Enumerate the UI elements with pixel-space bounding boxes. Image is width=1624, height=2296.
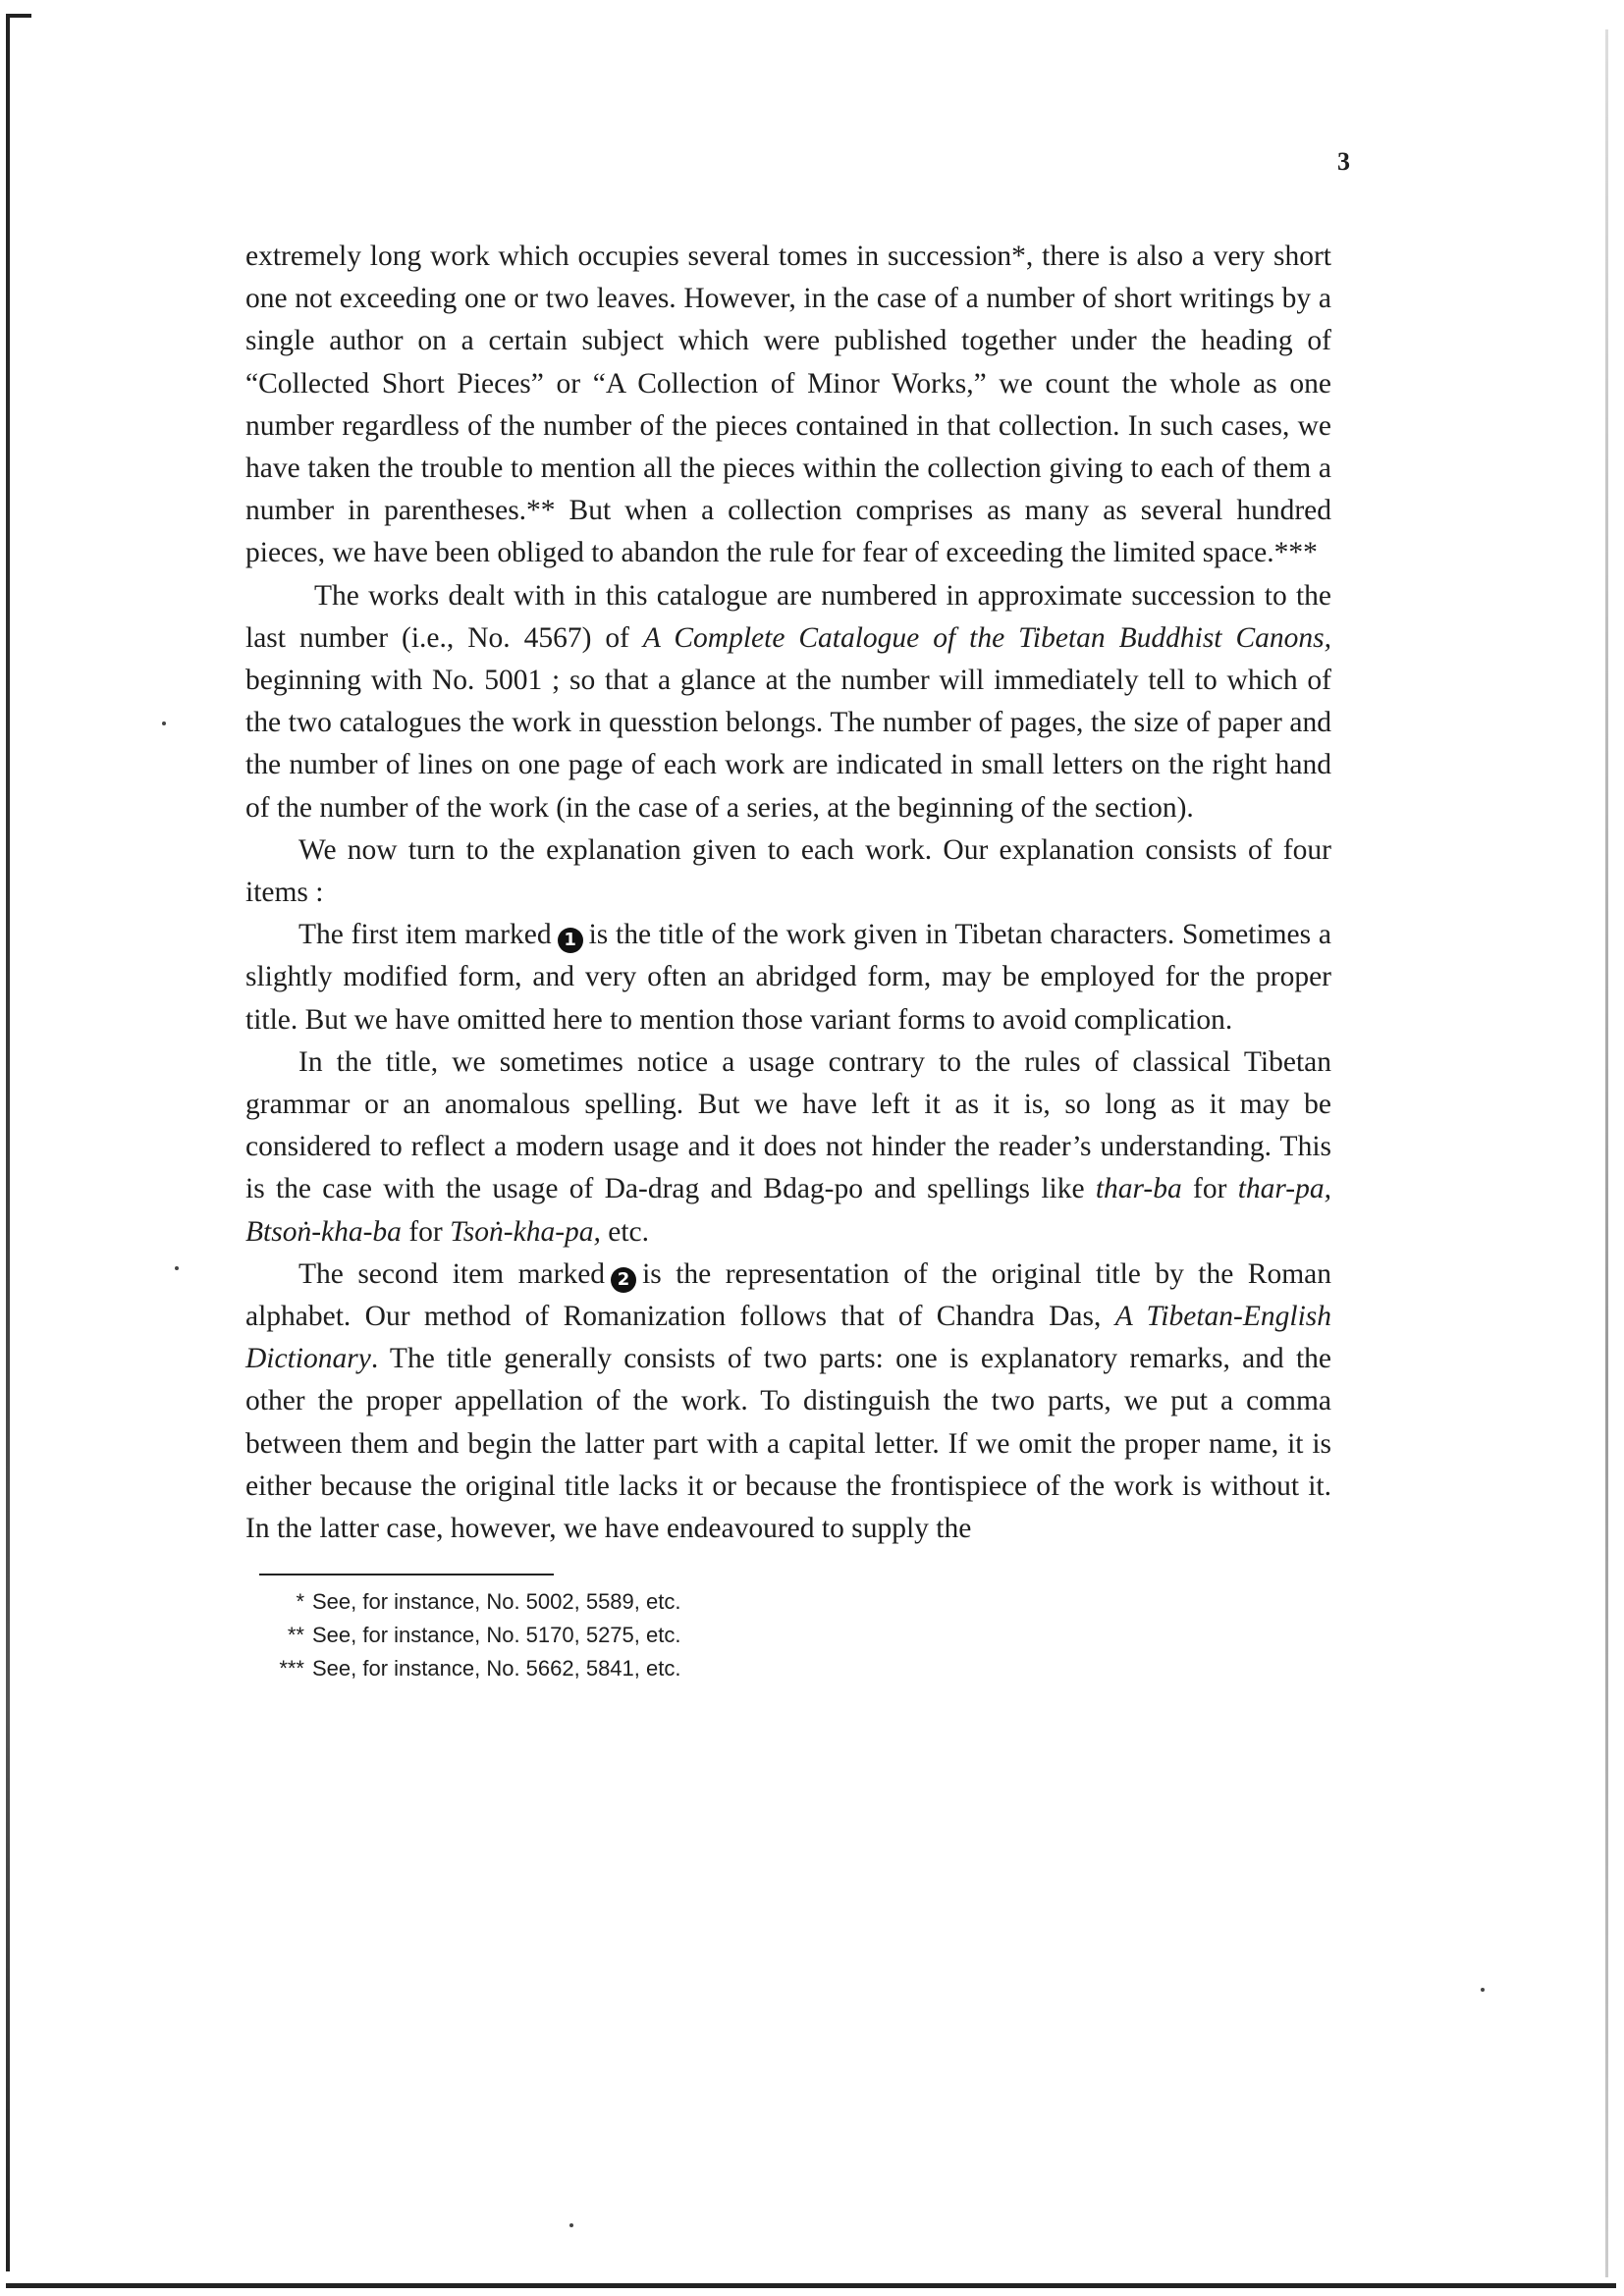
paragraph-text: The first item marked xyxy=(298,919,552,951)
paragraph-4 xyxy=(245,914,1331,1041)
scan-right-edge xyxy=(1605,29,1608,2277)
paragraph-1 xyxy=(245,236,1331,575)
footnote xyxy=(245,1619,1331,1652)
paragraph-text: The second item marked xyxy=(298,1257,606,1290)
item-marker-2-icon: 2 xyxy=(611,1267,636,1293)
scan-bottom-edge xyxy=(6,2283,1616,2288)
footnote-text: See, for instance, No. 5170, 5275, etc. xyxy=(312,1623,681,1648)
paragraph-text: is the title of the work given in Tibetan characters. Sometimes a slightly modified form, and very often an abridged form, may be employed for the proper title. But we have omitted here to mention those variant forms to avoid complication. xyxy=(245,919,1331,1036)
paragraph-5 xyxy=(245,1041,1331,1254)
footnote-mark: ** xyxy=(287,1623,304,1648)
footnote-divider xyxy=(259,1574,554,1575)
paragraph-text: The works dealt with in this catalogue are numbered in approximate succession to the last number (i.e., No. 4567) of xyxy=(245,579,1331,654)
paragraph-text: We now turn to the explanation given to each work. Our explanation consists of four items : xyxy=(245,833,1331,909)
footnote-text: See, for instance, No. 5662, 5841, etc. xyxy=(312,1656,681,1682)
footnote-text: See, for instance, No. 5002, 5589, etc. xyxy=(312,1589,681,1615)
italic-term: thar-pa, Btsoṅ-kha-ba xyxy=(245,1173,1331,1248)
paragraph-text: is the representation of the original title by the Roman alphabet. Our method of Romanization follows that of Chandra Das, xyxy=(245,1257,1332,1333)
scan-speck xyxy=(162,721,166,725)
scan-speck xyxy=(175,1266,179,1270)
footnote-mark: *** xyxy=(279,1656,304,1682)
scan-speck xyxy=(1481,1988,1485,1992)
item-marker-1-icon: 1 xyxy=(558,928,583,953)
paragraph-6 xyxy=(245,1254,1331,1550)
italic-term: Tsoṅ-kha-pa, xyxy=(450,1215,601,1248)
italic-term: thar-ba xyxy=(1095,1173,1182,1205)
footnote xyxy=(245,1652,1331,1685)
italic-title: A Complete Catalogue of the Tibetan Buddhist Canons, xyxy=(642,621,1331,654)
paragraph-2 xyxy=(245,575,1331,829)
footnotes xyxy=(245,1585,1331,1685)
page-number: 3 xyxy=(1337,147,1350,176)
italic-title: A Tibetan-English Dictionary xyxy=(245,1301,1331,1375)
paragraph-text: beginning with No. 5001 ; so that a glance at the number will immediately tell to which of the two catalogues the work in quesstion belongs. The number of pages, the size of paper and the number of lines on one page of each work are indicated in small letters on the right hand of the number of the work (in the case of a series, at the beginning of the section). xyxy=(245,665,1331,824)
paragraph-text: extremely long work which occupies several tomes in succession*, there is also a very short one not exceeding one or two leaves. However, in the case of a number of short writings by a single author on a certain subject which were published together under the heading of “Collected Short Pieces” or “A Collection of Minor Works,” we count the whole as one number regardless of the number of the pieces contained in that collection. In such cases, we have taken the trouble to mention all the pieces within the collection giving to each of them a number in parentheses.** But when a collection comprises as many as several hundred pieces, we have been obliged to abandon the rule for fear of exceeding the limited space.*** xyxy=(245,240,1331,569)
scan-left-edge xyxy=(6,14,10,2271)
paragraph-3 xyxy=(245,829,1331,914)
scan-speck xyxy=(569,2223,573,2227)
paragraph-text: . The title generally consists of two parts: one is explanatory remarks, and the other the proper appellation of the work. To distinguish the two parts, we put a comma between them and begin the latter part with a capital letter. If we omit the proper name, it is either because the original title lacks it or because the frontispiece of the work is without it. In the latter case, however, we have endeavoured to supply the xyxy=(245,1343,1331,1545)
paragraph-text: for xyxy=(1181,1173,1238,1205)
footnote xyxy=(245,1585,1331,1619)
paragraph-text: In the title, we sometimes notice a usage contrary to the rules of classical Tibetan grammar or an anomalous spelling. But we have left it as it is, so long as it may be considered to reflect a modern usage and it does not hinder the reader’s understanding. This is the case with the usage of Da-drag and Bdag-po and spellings like xyxy=(245,1045,1331,1205)
scan-top-corner xyxy=(6,14,31,18)
paragraph-text: for xyxy=(401,1215,451,1248)
footnote-mark: * xyxy=(296,1589,304,1615)
page-body xyxy=(245,236,1331,1685)
paragraph-text: etc. xyxy=(600,1215,650,1248)
